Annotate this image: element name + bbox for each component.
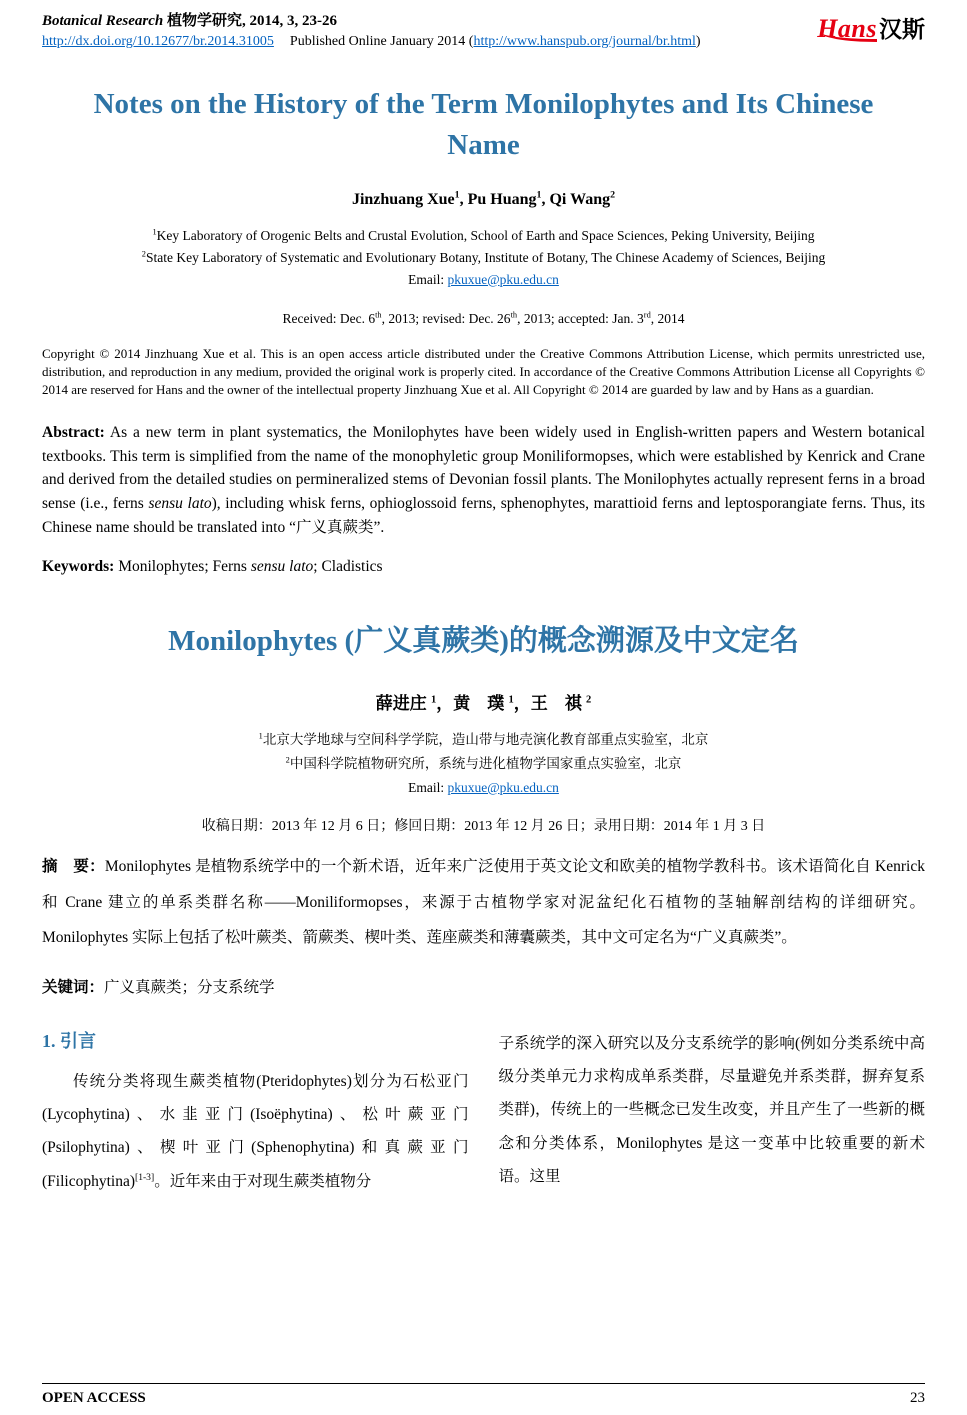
introduction-section bbox=[42, 1027, 925, 1198]
journal-name-cn: 植物学研究 bbox=[167, 13, 243, 29]
affiliation-2-cn-mark: 2 bbox=[285, 755, 290, 765]
author-cn-1: 薛进庄 bbox=[375, 694, 431, 714]
intro-left-text-1: 传统分类将现生蕨类植物(Pteridophytes)划分为石松亚门(Lycophytina)、水韭亚门(Isoëphytina)、松叶蕨亚门(Psilophytina)、楔叶亚门(Sphenophytina)和真蕨亚门(Filicophytina) bbox=[42, 1072, 469, 1190]
affiliation-1-cn bbox=[42, 728, 925, 752]
keywords-label-en: Keywords: bbox=[42, 558, 115, 576]
abstract-en bbox=[42, 421, 925, 539]
keywords-text-1: Monilophytes; Ferns bbox=[114, 558, 251, 576]
abstract-text-2: ), including whisk ferns, ophioglossoid ferns, sphenophytes, marattioid ferns and leptosporangiate ferns. Thus, its Chinese name should be translated into “广义真蕨类”. bbox=[42, 494, 926, 536]
keywords-text-2: ; Cladistics bbox=[313, 558, 383, 576]
journal-name-en: Botanical Research bbox=[42, 13, 164, 29]
author-cn-3-affiliation-mark: 2 bbox=[586, 694, 592, 706]
author-en-3-affiliation-mark: 2 bbox=[610, 189, 616, 201]
email-line-cn bbox=[42, 776, 925, 800]
received-dates-en bbox=[42, 311, 925, 327]
abstract-italic-term: sensu lato bbox=[148, 494, 212, 512]
affiliation-2-text: State Key Laboratory of Systematic and Evolutionary Botany, Institute of Botany, The Chinese Academy of Sciences, Beijing bbox=[145, 250, 826, 266]
author-cn-3: ，王 祺 bbox=[513, 694, 586, 714]
email-link-en[interactable]: pkuxue@pku.edu.cn bbox=[447, 271, 559, 287]
affiliation-1-cn-text: 北京大学地球与空间科学学院，造山带与地壳演化教育部重点实验室，北京 bbox=[262, 732, 709, 748]
author-en-2-affiliation-mark: 1 bbox=[536, 189, 542, 201]
affiliation-2-cn bbox=[42, 752, 925, 776]
journal-citation-line bbox=[42, 9, 701, 30]
ordinal-sup-2: th bbox=[510, 310, 518, 320]
affiliation-1-en bbox=[42, 225, 925, 247]
affiliation-2-cn-text: 中国科学院植物研究所，系统与进化植物学国家重点实验室，北京 bbox=[289, 755, 682, 771]
affiliation-2-en bbox=[42, 247, 925, 269]
copyright-notice: Copyright © 2014 Jinzhuang Xue et al. This is an open access article distributed under the Creative Commons Attribution License, which permits unrestricted use, distribution, and reproduction in any medium, provided the original work is properly cited. In accordance of the Creative Commons Attribution License all Copyrights © 2014 are reserved for Hans and the owner of the intellectual property Jinzhuang Xue et al. All Copyright © 2014 are guarded by law and by Hans as a guardian. bbox=[42, 345, 925, 398]
article-title-en: Notes on the History of the Term Monilophytes and Its Chinese Name bbox=[93, 88, 874, 161]
authors-line-cn bbox=[42, 689, 925, 714]
intro-left-column bbox=[42, 1027, 469, 1198]
abstract-label-en: Abstract: bbox=[42, 424, 105, 442]
journal-issue-info: , 2014, 3, 23-26 bbox=[242, 13, 338, 29]
citation-mark-1-3: [1-3] bbox=[135, 1171, 155, 1183]
section-1-heading: 1. 引言 bbox=[42, 1030, 96, 1051]
ordinal-sup-1: th bbox=[375, 310, 382, 320]
abstract-label-cn: 摘 要： bbox=[42, 858, 105, 876]
journal-homepage-link[interactable]: http://www.hanspub.org/journal/br.html bbox=[473, 34, 696, 49]
received-text-4: , 2014 bbox=[650, 310, 685, 326]
author-en-3: , Qi Wang bbox=[541, 191, 611, 209]
intro-right-column bbox=[499, 1027, 926, 1198]
hans-logo-wordmark: Hans bbox=[817, 14, 877, 43]
abstract-text-1: As a new term in plant systematics, the Monilophytes have been widely used in English-written papers and Western botanical textbooks. This term is simplified from the name of the monophyletic group Moniliformopses, which were established by Kenrick and Crane and derived from the detailed studies on permineralized stems of Devonian fossil plants. The Monilophytes actually represent ferns in a broad sense (i.e., ferns bbox=[42, 424, 925, 512]
affiliation-1-text: Key Laboratory of Orogenic Belts and Crustal Evolution, School of Earth and Space Sciences, Peking University, Beijing bbox=[156, 228, 815, 244]
page-number: 23 bbox=[910, 1390, 925, 1406]
author-cn-1-affiliation-mark: 1 bbox=[430, 694, 437, 706]
journal-header-left bbox=[42, 9, 701, 50]
journal-header bbox=[42, 9, 925, 50]
affiliation-1-mark: 1 bbox=[152, 227, 157, 237]
intro-left-paragraph bbox=[42, 1065, 469, 1198]
keywords-cn bbox=[42, 972, 925, 1003]
email-label-en: Email: bbox=[408, 271, 448, 287]
hans-logo bbox=[817, 11, 925, 44]
affiliation-2-mark: 2 bbox=[141, 249, 146, 259]
page-footer bbox=[42, 1383, 925, 1407]
keywords-text-cn: 广义真蕨类；分支系统学 bbox=[104, 978, 275, 996]
doi-line bbox=[42, 34, 701, 50]
hans-logo-chinese: 汉斯 bbox=[879, 16, 925, 42]
keywords-en bbox=[42, 555, 925, 578]
email-link-cn[interactable]: pkuxue@pku.edu.cn bbox=[447, 779, 559, 795]
published-close-paren: ) bbox=[695, 34, 701, 49]
affiliations-en bbox=[42, 225, 925, 291]
published-online-text: Published Online January 2014 ( bbox=[289, 34, 474, 49]
ordinal-sup-3: rd bbox=[643, 310, 651, 320]
intro-right-paragraph: 子系统学的深入研究以及分支系统学的影响(例如分类系统中高级分类单元力求构成单系类群，尽量避免并系类群，摒弃复系类群)，传统上的一些概念已发生改变，并且产生了一些新的概念和分类体系，Monilophytes 是这一变革中比较重要的新术语。这里 bbox=[498, 1034, 925, 1185]
author-en-1: Jinzhuang Xue bbox=[351, 191, 455, 209]
article-title-cn: Monilophytes (广义真蕨类)的概念溯源及中文定名 bbox=[168, 625, 799, 658]
abstract-cn bbox=[42, 849, 925, 956]
received-dates-cn: 收稿日期：2013 年 12 月 6 日；修回日期：2013 年 12 月 26 日；录用日期：2014 年 1 月 3 日 bbox=[201, 819, 766, 835]
author-en-2: , Pu Huang bbox=[459, 191, 537, 209]
author-en-1-affiliation-mark: 1 bbox=[454, 189, 460, 201]
affiliations-cn bbox=[42, 728, 925, 799]
keywords-italic-term: sensu lato bbox=[250, 558, 314, 576]
received-text-2: , 2013; revised: Dec. 26 bbox=[381, 310, 511, 326]
email-label-cn: Email: bbox=[408, 779, 448, 795]
authors-line-en bbox=[42, 191, 925, 209]
author-cn-2-affiliation-mark: 1 bbox=[508, 694, 514, 706]
abstract-text-cn: Monilophytes 是植物系统学中的一个新术语，近年来广泛使用于英文论文和欧美的植物学教科书。该术语简化自 Kenrick 和 Crane 建立的单系类群名称——Moniliformopses，来源于古植物学家对泥盆纪化石植物的茎轴解剖结构的详细研究。Monilophytes 实际上包括了松叶蕨类、箭蕨类、楔叶类、莲座蕨类和薄囊蕨类，其中文可定名为“广义真蕨类”。 bbox=[42, 858, 925, 947]
keywords-label-cn: 关键词： bbox=[42, 978, 105, 996]
received-text-1: Received: Dec. 6 bbox=[282, 310, 376, 326]
author-cn-2: ，黄 璞 bbox=[436, 694, 509, 714]
open-access-label: OPEN ACCESS bbox=[42, 1390, 146, 1406]
intro-left-text-2: 。近年来由于对现生蕨类植物分 bbox=[154, 1172, 372, 1190]
email-line-en bbox=[42, 269, 925, 291]
affiliation-1-cn-mark: 1 bbox=[258, 731, 263, 741]
doi-link[interactable]: http://dx.doi.org/10.12677/br.2014.31005 bbox=[42, 34, 274, 49]
received-text-3: , 2013; accepted: Jan. 3 bbox=[517, 310, 644, 326]
